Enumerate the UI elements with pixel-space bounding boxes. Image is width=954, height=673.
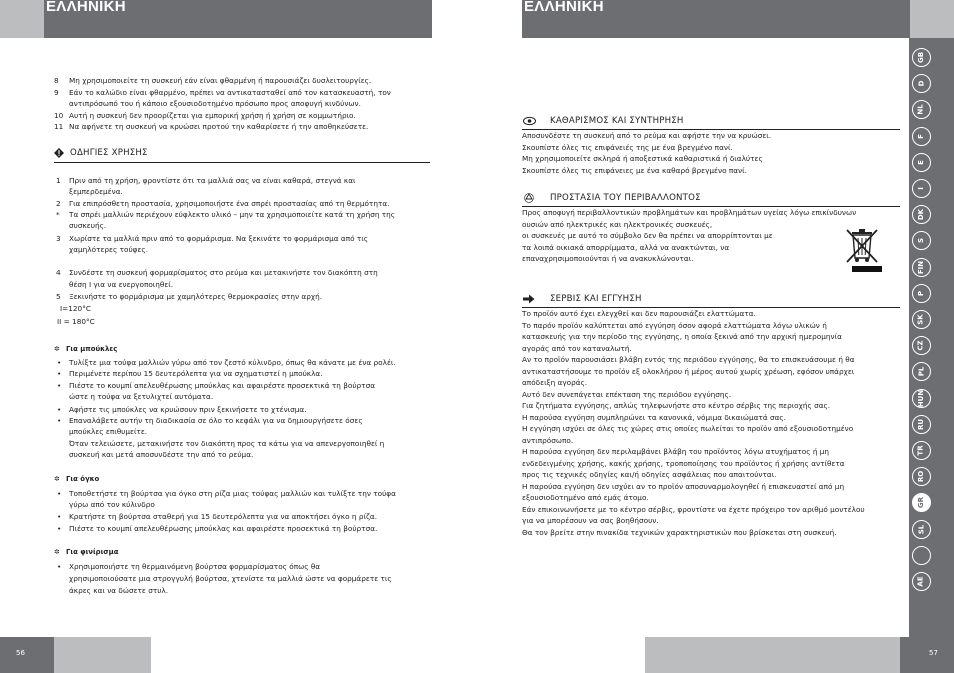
curls-line: μπούκλες επιθυμείτε. bbox=[69, 427, 148, 436]
right-footer-number-bg bbox=[900, 637, 954, 673]
warning-text: Να αφήνετε τη συσκευή να κρυώσει προτού την καθαρίσετε ή την αποθηκεύσετε. bbox=[69, 122, 369, 131]
language-tab-label: SK bbox=[917, 314, 925, 325]
curls-line: Πιέστε το κουμπί απελευθέρωσης μπούκλας και αφαιρέστε προσεκτικά τη βούρτσα bbox=[69, 381, 376, 390]
service-line: για να μπορέσουν να σας βοηθήσουν. bbox=[522, 516, 659, 525]
cleaning-line: Αποσυνδέστε τη συσκευή από το ρεύμα και αφήστε την να κρυώσει. bbox=[522, 131, 772, 140]
language-tab-label: HUN bbox=[917, 389, 926, 407]
arrow-right-icon bbox=[523, 294, 535, 304]
bullet: • bbox=[57, 405, 62, 414]
service-line: Εάν επικοινωνήσετε με το κέντρο σέρβις, φροντίστε να έχετε πρόχειρο τον αριθμό μοντέλου bbox=[522, 504, 865, 514]
language-tab-label: PL bbox=[917, 367, 925, 377]
service-line: Αν το προϊόν παρουσιάσει βλάβη εντός της περιόδου εγγύησης, θα το επισκευάσουμε ή θα bbox=[522, 355, 855, 364]
language-tab-label: S bbox=[916, 238, 925, 244]
instruction-text: συσκευής. bbox=[69, 221, 107, 230]
temperature-high: II = 180°C bbox=[57, 317, 95, 326]
instruction-text: Χωρίστε τα μαλλιά πριν από το φορμάρισμα. Να ξεκινάτε το φορμάρισμα από τις bbox=[69, 234, 369, 243]
finish-icon: ✲ bbox=[54, 548, 60, 556]
curls-heading: Για μπούκλες bbox=[66, 345, 118, 353]
environment-line: οι συσκευές με αυτό το σύμβολο δεν θα πρέπει να απορρίπτονται με bbox=[522, 231, 773, 240]
service-line: εξουσιοδοτημένο από εμάς άτομο. bbox=[522, 493, 649, 502]
left-footer-band bbox=[54, 637, 151, 673]
curls-icon: ✲ bbox=[54, 345, 60, 353]
eye-icon bbox=[523, 116, 536, 126]
language-tab-label: SL bbox=[916, 524, 925, 534]
bullet: • bbox=[57, 489, 62, 498]
language-tab-f[interactable] bbox=[912, 127, 931, 146]
instruction-number: 5 bbox=[56, 292, 61, 301]
instruction-text: θέση I για να ενεργοποιηθεί. bbox=[69, 280, 174, 289]
language-tab-label: FIN bbox=[917, 260, 925, 274]
cleaning-line: Σκουπίστε όλες τις επιφάνειές της με ένα βρεγμένο πανί. bbox=[522, 142, 733, 152]
volume-heading: Για όγκο bbox=[66, 475, 100, 483]
instruction-number: * bbox=[56, 210, 60, 219]
curls-line: Όταν τελειώσετε, μετακινήστε τον διακόπτη προς τα κάτω για να απενεργοποιηθεί η bbox=[69, 439, 385, 448]
instruction-text: χαμηλότερες τούφες. bbox=[69, 245, 149, 254]
finish-heading: Για φινίρισμα bbox=[66, 548, 119, 556]
warning-number: 10 bbox=[54, 111, 64, 120]
instruction-text: Ξεκινήστε το φορμάρισμα με χαμηλότερες θερμοκρασίες στην αρχή. bbox=[69, 292, 323, 301]
right-page-number: 57 bbox=[929, 649, 938, 657]
volume-line: γύρω από τον κύλινδρο bbox=[69, 500, 155, 509]
curls-line: Επαναλάβετε αυτήν τη διαδικασία σε όλο το κεφάλι για να δημιουργήσετε όσες bbox=[69, 416, 363, 425]
language-tab-label: GR bbox=[916, 497, 925, 509]
finish-line: Χρησιμοποιήστε τη θερμαινόμενη βούρτσα φορμαρίσματος όπως θα bbox=[69, 562, 321, 571]
instructions-rule bbox=[54, 162, 430, 163]
service-line: Το παρόν προϊόν καλύπτεται από εγγύηση όσον αφορά ελαττώματα λόγω υλικών ή bbox=[522, 320, 827, 330]
environment-line: ουσιών από ηλεκτρικές και ηλεκτρονικές συσκευές, bbox=[522, 219, 713, 229]
language-tab-hun[interactable] bbox=[912, 389, 931, 408]
service-line: Η παρούσα εγγύηση συμπληρώνει τα κανονικά, νόμιμα δικαιώματά σας. bbox=[522, 412, 786, 422]
language-tab-label: AE bbox=[916, 576, 925, 587]
service-line: ενδεδειγμένης χρήσης, κακής χρήσης, τροποποίησης του προϊόντος ή χρήσης αντίθετα bbox=[522, 458, 845, 468]
language-tab-label: I bbox=[916, 187, 925, 190]
instruction-number: 3 bbox=[56, 234, 61, 243]
left-page-number: 56 bbox=[16, 649, 25, 657]
service-heading: ΣΕΡΒΙΣ ΚΑΙ ΕΓΓΥΗΣΗ bbox=[550, 294, 642, 304]
service-line: Η παρούσα εγγύηση δεν ισχύει αν το προϊόν αποσυναρμολογηθεί ή επισκευαστεί από μη bbox=[522, 481, 845, 491]
curls-line: συσκευή και μετά αποσυνδέστε την από το ρεύμα. bbox=[69, 450, 254, 459]
language-tab-i[interactable] bbox=[912, 179, 931, 198]
service-line: Το προϊόν αυτό έχει ελεγχθεί και δεν παρουσιάζει ελαττώματα. bbox=[522, 309, 756, 318]
service-line: Αυτό δεν συνεπάγεται επέκταση της περιόδου εγγύησης. bbox=[522, 389, 732, 399]
instruction-text: Συνδέστε τη συσκευή φορμαρίσματος στο ρεύμα και μετακινήστε τον διακόπτη στη bbox=[69, 268, 378, 277]
language-tab-label: CZ bbox=[917, 340, 925, 351]
language-tab-label: GB bbox=[917, 51, 925, 64]
volume-line: Πιέστε το κουμπί απελευθέρωσης μπούκλας και αφαιρέστε προσεκτικά τη βούρτσα. bbox=[69, 524, 378, 533]
language-tab-label: F bbox=[916, 133, 925, 139]
instruction-number: 4 bbox=[56, 268, 61, 277]
left-footer-number-bg bbox=[0, 637, 54, 673]
instruction-number: 2 bbox=[56, 199, 61, 208]
crossed-bin-icon bbox=[838, 226, 886, 274]
curls-line: Αφήστε τις μπούκλες να κρυώσουν πριν ξεκινήσετε το χτένισμα. bbox=[69, 405, 307, 414]
service-line: απόδειξη αγοράς. bbox=[522, 378, 588, 387]
temperature-low: I=120°C bbox=[60, 304, 91, 313]
environment-heading: ΠΡΟΣΤΑΣΙΑ ΤΟΥ ΠΕΡΙΒΑΛΛΟΝΤΟΣ bbox=[550, 193, 701, 203]
service-line: αντιπρόσωπο. bbox=[522, 435, 574, 445]
bullet: • bbox=[57, 512, 62, 521]
language-tab-label: RO bbox=[917, 471, 925, 483]
instruction-number: 1 bbox=[56, 176, 61, 185]
service-line: Για ζητήματα εγγύησης, απλώς τηλεφωνήστε στο κέντρο σέρβις της περιοχής σας. bbox=[522, 401, 831, 410]
instruction-text: Πριν από τη χρήση, φροντίστε ότι τα μαλλιά σας να είναι καθαρά, στεγνά και bbox=[69, 176, 356, 185]
environment-line: Προς αποφυγή περιβαλλοντικών προβλημάτων και προβλημάτων υγείας λόγω επικίνδυνων bbox=[522, 208, 857, 217]
curls-line: ώστε η τούφα να ξετυλιχτεί αυτόματα. bbox=[69, 392, 214, 401]
service-line: κατασκευής για την περίοδο της εγγύησης, η οποία ξεκινά από την αρχική ημερομηνία bbox=[522, 332, 842, 341]
warning-icon bbox=[54, 148, 64, 158]
instruction-text: Τα σπρέι μαλλιών περιέχουν εύφλεκτο υλικό – μην τα χρησιμοποιείτε κατά τη χρήση της bbox=[69, 210, 396, 219]
left-header-title: ΕΛΛΗΝΙΚΗ bbox=[46, 0, 126, 15]
bullet: • bbox=[57, 381, 62, 390]
language-tab-label: D bbox=[917, 80, 925, 87]
language-tab-gb[interactable] bbox=[912, 48, 931, 67]
bullet: • bbox=[57, 524, 62, 533]
cleaning-line: Μη χρησιμοποιείτε σκληρά ή αποξεστικά καθαριστικά ή διαλύτες bbox=[522, 154, 763, 163]
language-tab-label: E bbox=[916, 159, 925, 165]
volume-icon: ✲ bbox=[54, 475, 60, 483]
language-tab-tr[interactable] bbox=[912, 441, 931, 460]
language-tab-sk[interactable] bbox=[912, 310, 931, 329]
warning-number: 8 bbox=[54, 76, 59, 85]
warning-number: 9 bbox=[54, 88, 59, 97]
service-line: αγοράς από τον καταναλωτή. bbox=[522, 343, 632, 353]
service-line: αντικαταστήσουμε το προϊόν εξ ολοκλήρου ή μέρος αυτού χωρίς χρέωση, εφόσον υπάρχει bbox=[522, 366, 855, 376]
service-line: Η παρούσα εγγύηση δεν περιλαμβάνει βλάβη του προϊόντος λόγω ατυχήματος ή μη bbox=[522, 447, 830, 456]
volume-line: Τοποθετήστε τη βούρτσα για όγκο στη ρίζα μιας τούφας μαλλιών και τυλίξτε την τούφα bbox=[69, 489, 396, 498]
language-tab-sl[interactable] bbox=[912, 520, 931, 539]
bullet: • bbox=[57, 358, 62, 367]
warning-text: αντιπρόσωπό του ή κάποιο εξουσιοδοτημένο πρόσωπο προς αποφυγή κινδύνων. bbox=[69, 99, 361, 108]
environment-line: τα λοιπά οικιακά απορρίμματα, αλλά να ανακτώνται, να bbox=[522, 242, 730, 252]
instruction-text: Για επιπρόσθετη προστασία, χρησιμοποιήστε ένα σπρέι προστασίας από τη θερμότητα. bbox=[69, 199, 390, 208]
instruction-text: ξεμπερδεμένα. bbox=[69, 187, 123, 196]
cleaning-line: Σκουπίστε όλες τις επιφάνειες με ένα καθαρό βρεγμένο πανί. bbox=[522, 165, 747, 175]
service-line: προς τις τεχνικές οδηγίες και/ή οδηγίες ασφάλειας που απαιτούνται. bbox=[522, 470, 777, 479]
finish-line: χρησιμοποιούσατε μια στρογγυλή βούρτσα, χτενίστε τα μαλλιά ώστε να φορμάρετε τις bbox=[69, 574, 392, 583]
language-tab-fin[interactable] bbox=[912, 258, 931, 277]
bullet: • bbox=[57, 369, 62, 378]
finish-line: άκρες και να δώσετε στυλ. bbox=[69, 586, 169, 595]
warning-text: Αυτή η συσκευή δεν προορίζεται για εμπορική χρήση ή χρήση σε κομμωτήριο. bbox=[69, 111, 356, 120]
warning-text: Μη χρησιμοποιείτε τη συσκευή εάν είναι φθαρμένη ή παρουσιάζει δυσλειτουργίες. bbox=[69, 76, 372, 85]
language-tab-p[interactable] bbox=[912, 284, 931, 303]
language-tab-label: RU bbox=[916, 418, 925, 430]
language-tab-ae[interactable] bbox=[912, 572, 931, 591]
service-line: Η εγγύηση ισχύει σε όλες τις χώρες στις οποίες πωλείται το προϊόν από εξουσιοδοτημένο bbox=[522, 424, 854, 433]
language-tab-label: P bbox=[916, 290, 925, 296]
bullet: • bbox=[57, 562, 62, 571]
warning-text: Εάν το καλώδιο είναι φθαρμένο, πρέπει να αντικατασταθεί από τον κατασκευαστή, τον bbox=[69, 88, 391, 97]
service-line: Θα τον βρείτε στην πινακίδα τεχνικών χαρακτηριστικών που βρίσκεται στη συσκευή. bbox=[522, 527, 837, 537]
curls-line: Περιμένετε περίπου 15 δευτερόλεπτα για να σχηματιστεί η μπούκλα. bbox=[69, 369, 323, 378]
cleaning-heading: ΚΑΘΑΡΙΣΜΟΣ ΚΑΙ ΣΥΝΤΗΡΗΣΗ bbox=[550, 116, 684, 126]
language-tab-label: NL bbox=[916, 104, 925, 116]
right-header-title: ΕΛΛΗΝΙΚΗ bbox=[524, 0, 604, 15]
language-tab-e[interactable] bbox=[912, 153, 931, 172]
language-tab-label: DK bbox=[917, 209, 925, 221]
warning-number: 11 bbox=[54, 122, 64, 131]
instructions-heading: ΟΔΗΓΙΕΣ ΧΡΗΣΗΣ bbox=[70, 148, 148, 158]
recycle-icon bbox=[524, 193, 534, 203]
language-tab-label: TR bbox=[916, 445, 925, 456]
curls-line: Τυλίξτε μια τούφα μαλλιών γύρω από τον ζεστό κύλινδρο, όπως θα κάνατε με ένα ρολέι. bbox=[69, 358, 396, 367]
volume-line: Κρατήστε τη βούρτσα σταθερή για 15 δευτερόλεπτα για να αποκτήσει όγκο η ρίζα. bbox=[69, 512, 378, 521]
language-tab-blank[interactable] bbox=[912, 546, 931, 565]
bullet: • bbox=[57, 416, 62, 425]
right-footer-band bbox=[645, 637, 900, 673]
language-tab-ru[interactable] bbox=[912, 415, 931, 434]
environment-line: επαναχρησιμοποιούνται ή να ανακυκλώνονται. bbox=[522, 254, 694, 263]
